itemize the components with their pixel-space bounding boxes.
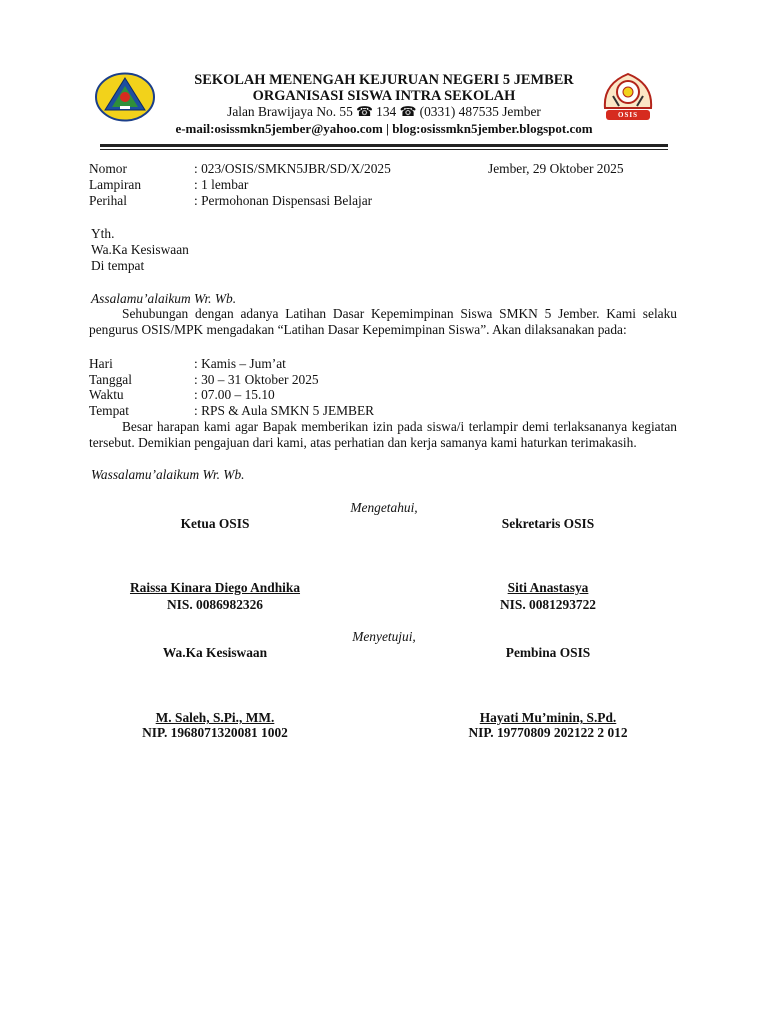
contact-line: e-mail:osissmkn5jember@yahoo.com | blog:osissmkn5jember.blogspot.com xyxy=(175,121,593,136)
letterhead-rule-thick xyxy=(100,144,668,147)
sign-name-ketua: Raissa Kinara Diego Andhika xyxy=(129,580,301,595)
closing-paragraph: Besar harapan kami agar Bapak memberikan izin pada siswa/i terlampir demi terlaksananya kegiatan tersebut. Demikian pengajuan dari kami, atas perhatian dan kerja samanya kami haturkan terimakasih. xyxy=(89,419,677,451)
letter-date: Jember, 29 Oktober 2025 xyxy=(488,161,624,176)
sign-role-sekretaris: Sekretaris OSIS xyxy=(501,516,595,531)
osis-logo-text: OSIS xyxy=(618,111,638,119)
sign-name-sekretaris: Siti Anastasya xyxy=(507,580,589,595)
recipient-place: Di tempat xyxy=(91,258,145,273)
letterhead-rule-thin xyxy=(100,149,668,150)
org-name: ORGANISASI SISWA INTRA SEKOLAH xyxy=(252,88,516,104)
sign-id-wakasek: NIP. 1968071320081 1002 xyxy=(142,725,288,740)
recipient-name: Wa.Ka Kesiswaan xyxy=(91,242,189,257)
sign-caption-mengetahui: Mengetahui, xyxy=(350,500,418,515)
sign-name-pembina: Hayati Mu’minin, S.Pd. xyxy=(479,710,617,725)
recipient-yth: Yth. xyxy=(91,226,115,241)
letter-page: OSIS SEKOLAH MENENGAH KEJURUAN NEGERI 5 JEMBER ORGANISASI SISWA INTRA SEKOLAH Jalan Brawijaya No. 55 ☎ 134 ☎ (0331) 487535 Jember e-mail:osissmkn5jember@yahoo.com | blog:osissmkn5jember.blogspot.com Nomor : 023/OSIS/SMKN5JBR/SD/X/2025 Jember, 29 Oktober 2025 Lampiran : 1 lembar Perihal : Permohonan Dispensasi Belajar Yth. Wa.Ka Kesiswaan Di tempat Assalamu’alaikum Wr. Wb. Sehubungan dengan adanya Latihan Dasar Kepemimpinan Siswa SMKN 5 Jember. Kami selaku pengurus OSIS/MPK mengadakan “Latihan Dasar Kepemimpinan Siswa”. Akan dilaksanakan pada: Hari : Kamis – Jum’at Tanggal : 30 – 31 Oktober 2025 Waktu : 07.00 – 15.10 Tempat : RPS & Aula SMKN 5 JEMBER Besar harapan kami agar Bapak memberikan izin pada siswa/i terlampir demi terlaksananya kegiatan tersebut. Demikian pengajuan dari kami, atas perhatian dan kerja samanya kami haturkan terimakasih. Wassalamu’alaikum Wr. Wb. Mengetahui, Ketua OSIS Sekretaris OSIS Raissa Kinara Diego Andhika Siti Anastasya NIS. 0086982326 NIS. 0081293722 Menyetujui, Wa.Ka Kesiswaan Pembina OSIS M. Saleh, S.Pi., MM. Hayati Mu’minin, S.Pd. NIP. 1968071320081 1002 NIP. 19770809 202122 2 012 xyxy=(0,0,768,1024)
intro-paragraph: Sehubungan dengan adanya Latihan Dasar Kepemimpinan Siswa SMKN 5 Jember. Kami selaku pengurus OSIS/MPK mengadakan “Latihan Dasar Kepemimpinan Siswa”. Akan dilaksanakan pada: xyxy=(89,306,677,338)
sign-id-pembina: NIP. 19770809 202122 2 012 xyxy=(468,725,628,740)
sign-role-pembina: Pembina OSIS xyxy=(505,645,591,660)
farewell: Wassalamu’alaikum Wr. Wb. xyxy=(91,467,245,482)
sign-role-ketua: Ketua OSIS xyxy=(180,516,250,531)
sign-name-wakasek: M. Saleh, S.Pi., MM. xyxy=(155,710,275,725)
school-address: Jalan Brawijaya No. 55 ☎ 134 ☎ (0331) 487535 Jember xyxy=(227,104,541,119)
sign-id-ketua: NIS. 0086982326 xyxy=(167,597,263,612)
greeting: Assalamu’alaikum Wr. Wb. xyxy=(91,291,237,306)
school-name: SEKOLAH MENENGAH KEJURUAN NEGERI 5 JEMBER xyxy=(194,72,574,88)
school-logo xyxy=(94,72,156,122)
sign-role-wakasek: Wa.Ka Kesiswaan xyxy=(162,645,268,660)
sign-id-sekretaris: NIS. 0081293722 xyxy=(500,597,596,612)
sign-caption-menyetujui: Menyetujui, xyxy=(352,629,416,644)
